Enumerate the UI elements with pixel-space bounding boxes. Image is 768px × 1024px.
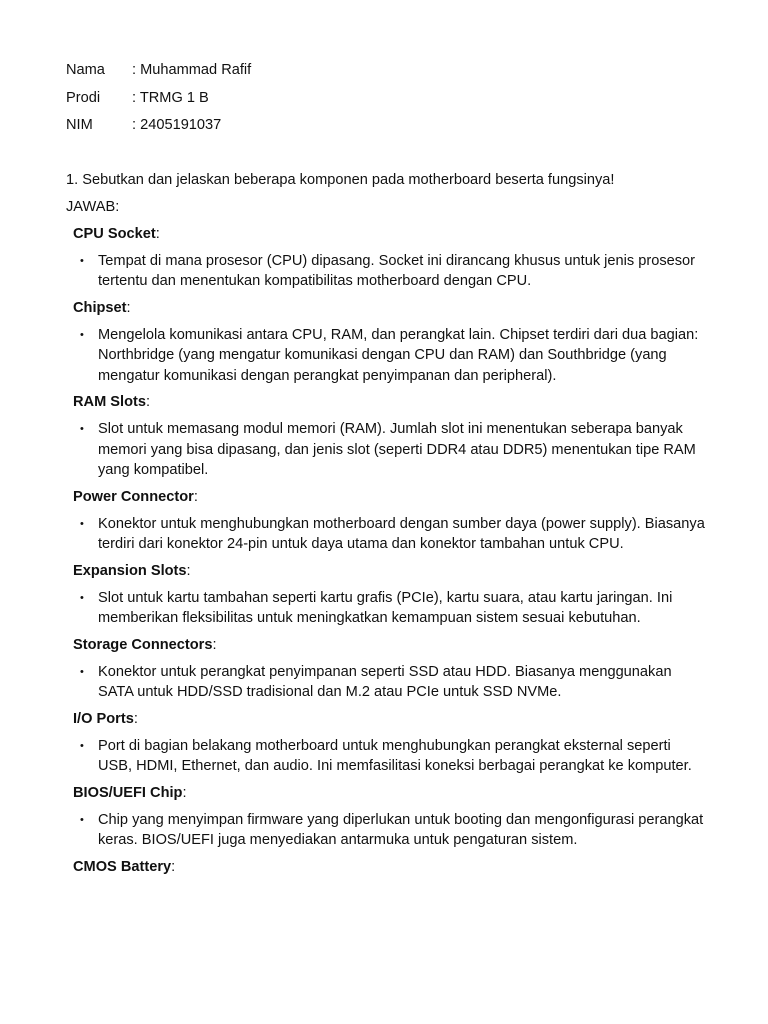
component-title-text: BIOS/UEFI Chip — [73, 784, 183, 801]
document-page — [66, 60, 706, 884]
component-description-list — [66, 325, 706, 387]
answer-label: JAWAB: — [66, 198, 120, 215]
name-label: Nama — [66, 62, 105, 78]
nim-label: NIM — [66, 117, 93, 134]
component-title-text: I/O Ports — [73, 710, 134, 727]
component-title-colon: : — [186, 562, 191, 579]
component-title — [73, 561, 706, 588]
component-title-text: Chipset — [73, 299, 127, 316]
name-row — [66, 60, 706, 88]
component-description-text: Konektor untuk perangkat penyimpanan seperti SSD atau HDD. Biasanya menggunakan SATA untuk HDD/SSD tradisional dan M.2 atau PCIe untuk SSD NVMe. — [98, 663, 672, 701]
component-description-item — [80, 662, 706, 703]
bullet-icon: • — [80, 665, 84, 678]
component-title-text: Expansion Slots — [73, 562, 187, 579]
component-description-item — [80, 251, 706, 292]
component-title — [73, 857, 706, 884]
prodi-row — [66, 88, 706, 116]
component-description-list — [66, 736, 706, 777]
component-title — [73, 224, 706, 251]
component-title-text: CMOS Battery — [73, 858, 172, 875]
component-description-item — [80, 419, 706, 481]
component-list — [66, 224, 706, 884]
component-title — [73, 635, 706, 662]
component-title — [73, 298, 706, 325]
component-description-list — [66, 251, 706, 292]
component-description-item — [80, 325, 706, 387]
component-description-list — [66, 588, 706, 629]
component-title-colon: : — [126, 299, 131, 316]
component-description-list — [66, 514, 706, 555]
component-title-text: RAM Slots — [73, 394, 146, 411]
bullet-icon: • — [80, 423, 84, 436]
component-title-colon: : — [212, 636, 217, 653]
component-title-colon: : — [145, 394, 151, 411]
component-description-item — [80, 736, 706, 777]
component-title-colon: : — [193, 488, 198, 505]
component-title — [73, 487, 706, 514]
component-description-list — [66, 810, 706, 851]
component-title — [73, 709, 706, 736]
component-title-colon: : — [182, 784, 187, 801]
prodi-value: : TRMG 1 B — [132, 89, 209, 106]
prodi-label: Prodi — [66, 89, 101, 106]
nim-value: : 2405191037 — [132, 117, 222, 134]
component-title-text: Power Connector — [73, 488, 194, 505]
component-description-text: Konektor untuk menghubungkan motherboard dengan sumber daya (power supply). Biasanya terdiri dari konektor 24-pin untuk daya utama dan konektor tambahan untuk CPU. — [98, 515, 705, 553]
component-title-text: Storage Connectors — [73, 636, 213, 653]
component-title — [73, 392, 706, 419]
component-title — [73, 783, 706, 810]
bullet-icon: • — [80, 813, 84, 826]
component-description-item — [80, 588, 706, 629]
component-description-text: Port di bagian belakang motherboard untuk menghubungkan perangkat eksternal seperti USB, HDMI, Ethernet, dan audio. Ini memfasilitasi koneksi berbagai perangkat ke komputer. — [98, 737, 692, 775]
bullet-icon: • — [80, 739, 84, 752]
component-description-text: Chip yang menyimpan firmware yang diperlukan untuk booting dan mengonfigurasi perangkat keras. BIOS/UEFI juga menyediakan antarmuka untuk pengaturan sistem. — [98, 811, 704, 849]
component-description-text: Mengelola komunikasi antara CPU, RAM, dan perangkat lain. Chipset terdiri dari dua bagian: Northbridge (yang mengatur komunikasi dengan CPU dan RAM) dan Southbridge (yang mengatur komunikasi dengan perangkat penyimpanan dan peripheral). — [98, 326, 699, 384]
name-value: : Muhammad Rafif — [132, 62, 252, 78]
component-description-text: Tempat di mana prosesor (CPU) dipasang. Socket ini dirancang khusus untuk jenis prosesor tertentu dan menentukan kompatibilitas motherboard dengan CPU. — [98, 252, 696, 290]
component-description-text: Slot untuk kartu tambahan seperti kartu grafis (PCIe), kartu suara, atau kartu jaringan. Ini memberikan fleksibilitas untuk meningkatkan kemampuan sistem sesuai kebutuhan. — [98, 589, 673, 627]
component-title-colon: : — [155, 225, 160, 242]
nim-row — [66, 115, 706, 143]
component-title-colon: : — [171, 858, 176, 875]
bullet-icon: • — [80, 254, 84, 267]
component-title-text: CPU Socket — [73, 225, 156, 242]
component-title-colon: : — [133, 710, 138, 727]
component-description-item — [80, 514, 706, 555]
component-description-text: Slot untuk memasang modul memori (RAM). Jumlah slot ini menentukan seberapa banyak memori yang bisa dipasang, dan jenis slot (seperti DDR4 atau DDR5) menentukan tipe RAM yang kompatibel. — [98, 421, 696, 479]
bullet-icon: • — [80, 328, 84, 341]
component-description-item — [80, 810, 706, 851]
bullet-icon: • — [80, 517, 84, 530]
component-description-list — [66, 662, 706, 703]
component-description-list — [66, 419, 706, 481]
question-text: 1. Sebutkan dan jelaskan beberapa komponen pada motherboard beserta fungsinya! — [66, 171, 615, 188]
bullet-icon: • — [80, 591, 84, 604]
